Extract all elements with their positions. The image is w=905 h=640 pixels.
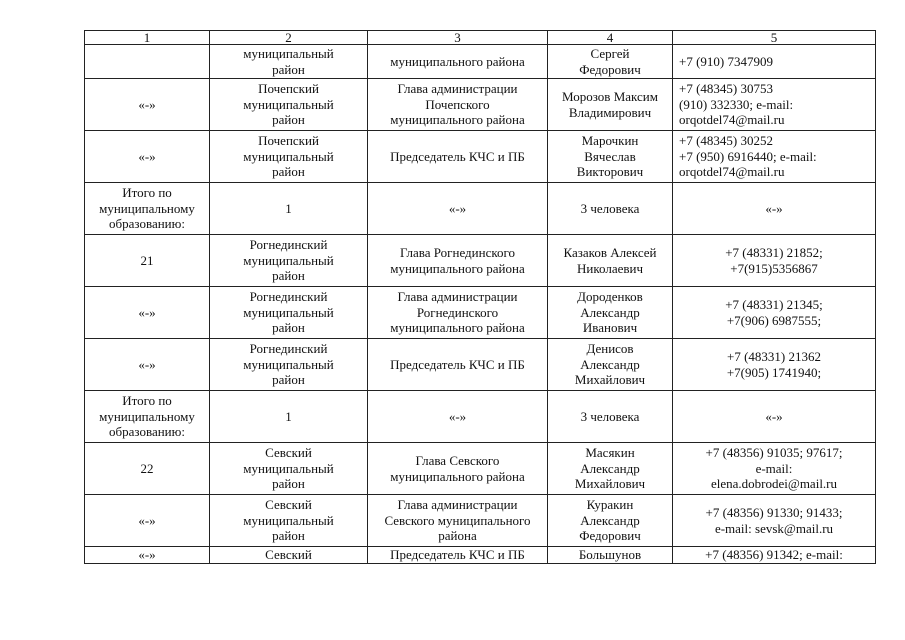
municipality-cell: Севский: [210, 547, 368, 564]
contact-cell: +7 (48345) 30753 (910) 332330; e-mail: orqotdel74@mail.ru: [673, 79, 876, 131]
person-name-cell: 3 человека: [548, 183, 673, 235]
contact-cell: «-»: [673, 183, 876, 235]
person-name-cell: 3 человека: [548, 391, 673, 443]
person-name-cell: Марочкин Вячеслав Викторович: [548, 131, 673, 183]
position-cell: Председатель КЧС и ПБ: [368, 547, 548, 564]
contact-cell: «-»: [673, 391, 876, 443]
table-row: [85, 391, 876, 443]
person-name-cell: Морозов Максим Владимирович: [548, 79, 673, 131]
person-name-cell: Дороденков Александр Иванович: [548, 287, 673, 339]
municipality-cell: Севский муниципальный район: [210, 495, 368, 547]
table-row: [85, 443, 876, 495]
contact-cell: +7 (48356) 91035; 97617; e-mail: elena.dobrodei@mail.ru: [673, 443, 876, 495]
position-cell: Председатель КЧС и ПБ: [368, 339, 548, 391]
table-row: [85, 79, 876, 131]
position-cell: «-»: [368, 391, 548, 443]
position-cell: Глава Севского муниципального района: [368, 443, 548, 495]
person-name-cell: Масякин Александр Михайлович: [548, 443, 673, 495]
row-number-cell: «-»: [85, 287, 210, 339]
person-name-cell: Куракин Александр Федорович: [548, 495, 673, 547]
person-name-cell: Денисов Александр Михайлович: [548, 339, 673, 391]
municipality-cell: Севский муниципальный район: [210, 443, 368, 495]
position-cell: Глава администрации Почепского муниципального района: [368, 79, 548, 131]
municipality-cell: Почепский муниципальный район: [210, 79, 368, 131]
position-cell: Глава администрации Рогнединского муниципального района: [368, 287, 548, 339]
person-name-cell: Сергей Федорович: [548, 45, 673, 79]
table-row: [85, 131, 876, 183]
position-cell: Глава администрации Севского муниципального района: [368, 495, 548, 547]
row-number-cell: «-»: [85, 131, 210, 183]
contacts-table: [84, 30, 876, 564]
header-row: [85, 31, 876, 45]
municipality-cell: Рогнединский муниципальный район: [210, 287, 368, 339]
person-name-cell: Большунов: [548, 547, 673, 564]
row-number-cell: «-»: [85, 79, 210, 131]
row-number-cell: «-»: [85, 547, 210, 564]
person-name-cell: Казаков Алексей Николаевич: [548, 235, 673, 287]
position-cell: Председатель КЧС и ПБ: [368, 131, 548, 183]
table-row: [85, 287, 876, 339]
table-row: [85, 339, 876, 391]
contact-cell: +7 (48331) 21852; +7(915)5356867: [673, 235, 876, 287]
row-number-cell: «-»: [85, 339, 210, 391]
contact-cell: +7 (48356) 91342; e-mail:: [673, 547, 876, 564]
column-number-5: 5: [673, 31, 876, 45]
municipality-cell: 1: [210, 391, 368, 443]
row-number-cell: 21: [85, 235, 210, 287]
contact-cell: +7 (48331) 21362 +7(905) 1741940;: [673, 339, 876, 391]
table-row: [85, 235, 876, 287]
table-body: [85, 31, 876, 564]
position-cell: «-»: [368, 183, 548, 235]
contact-cell: +7 (48331) 21345; +7(906) 6987555;: [673, 287, 876, 339]
row-number-cell: Итого по муниципальному образованию:: [85, 183, 210, 235]
table-row: [85, 183, 876, 235]
table-row: [85, 547, 876, 564]
contact-cell: +7 (48345) 30252 +7 (950) 6916440; e-mail: orqotdel74@mail.ru: [673, 131, 876, 183]
row-number-cell: Итого по муниципальному образованию:: [85, 391, 210, 443]
municipality-cell: муниципальный район: [210, 45, 368, 79]
row-number-cell: [85, 45, 210, 79]
row-number-cell: 22: [85, 443, 210, 495]
municipality-cell: 1: [210, 183, 368, 235]
municipality-cell: Рогнединский муниципальный район: [210, 339, 368, 391]
column-number-2: 2: [210, 31, 368, 45]
table-row: [85, 45, 876, 79]
position-cell: муниципального района: [368, 45, 548, 79]
row-number-cell: «-»: [85, 495, 210, 547]
column-number-1: 1: [85, 31, 210, 45]
contact-cell: +7 (910) 7347909: [673, 45, 876, 79]
position-cell: Глава Рогнединского муниципального района: [368, 235, 548, 287]
contact-cell: +7 (48356) 91330; 91433; e-mail: sevsk@mail.ru: [673, 495, 876, 547]
municipality-cell: Рогнединский муниципальный район: [210, 235, 368, 287]
municipality-cell: Почепский муниципальный район: [210, 131, 368, 183]
table-row: [85, 495, 876, 547]
column-number-4: 4: [548, 31, 673, 45]
column-number-3: 3: [368, 31, 548, 45]
